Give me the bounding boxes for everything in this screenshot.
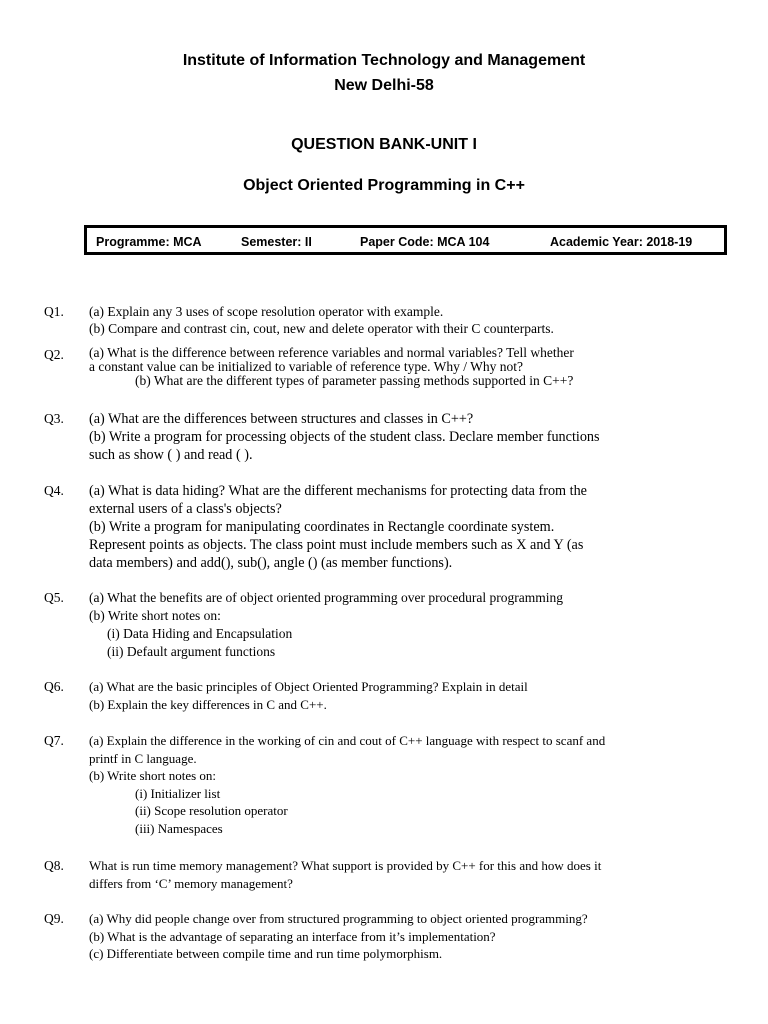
question-line: What is run time memory management? What support is provided by C++ for this and how does it	[89, 858, 602, 873]
question-line: differs from ‘C’ memory management?	[89, 875, 293, 891]
question-line: Represent points as objects. The class point must include members such as X and Y (as	[89, 537, 584, 553]
question-line: (ii) Scope resolution operator	[135, 803, 288, 818]
question-line: (a) Why did people change over from structured programming to object oriented programming?	[89, 911, 588, 926]
question-line: (a) What is the difference between reference variables and normal variables? Tell whether	[89, 345, 574, 360]
question-line: (i) Initializer list	[135, 785, 221, 801]
question-body	[89, 678, 739, 713]
question-line: external users of a class's objects?	[89, 501, 282, 517]
course-info-box	[84, 225, 727, 255]
question-line: (ii) Default argument functions	[107, 644, 276, 659]
question-line: (c) Differentiate between compile time and run time polymorphism.	[89, 946, 443, 961]
question-line: (a) What the benefits are of object oriented programming over procedural programming	[89, 590, 563, 605]
semester-label: Semester: II	[241, 235, 312, 249]
question-number: Q2.	[44, 347, 64, 362]
question-line: printf in C language.	[89, 750, 197, 766]
question-body	[89, 589, 739, 661]
question-number: Q9.	[44, 911, 64, 926]
question-line: data members) and add(), sub(), angle () (as member functions).	[89, 555, 453, 571]
question-number: Q7.	[44, 733, 64, 748]
question-body	[89, 732, 739, 837]
paper-code-label: Paper Code: MCA 104	[360, 235, 490, 249]
question-body	[89, 482, 739, 572]
institute-name: Institute of Information Technology and Management	[182, 52, 586, 69]
question-body	[89, 346, 739, 388]
question-line: (b) What are the different types of parameter passing methods supported in C++?	[135, 373, 574, 388]
institute-city: New Delhi-58	[334, 77, 434, 94]
question-line: (b) Compare and contrast cin, cout, new and delete operator with their C counterparts.	[89, 321, 554, 336]
question-line: (b) Write a program for manipulating coordinates in Rectangle coordinate system.	[89, 519, 555, 535]
question-number: Q3.	[44, 411, 64, 426]
question-line: (b) Write short notes on:	[89, 608, 221, 623]
question-line: (a) What are the differences between structures and classes in C++?	[89, 411, 474, 427]
question-body	[89, 857, 739, 892]
question-line: (a) Explain the difference in the working of cin and cout of C++ language with respect to scanf and	[89, 733, 606, 748]
question-line: (b) Explain the key differences in C and C++.	[89, 696, 327, 712]
academic-year-label: Academic Year: 2018-19	[550, 235, 693, 249]
question-line: (a) What is data hiding? What are the different mechanisms for protecting data from the	[89, 483, 587, 499]
question-line: (iii) Namespaces	[135, 820, 223, 836]
question-line: a constant value can be initialized to variable of reference type. Why / Why not?	[89, 359, 523, 374]
programme-label: Programme: MCA	[96, 235, 202, 249]
question-body	[89, 303, 739, 337]
question-number: Q1.	[44, 304, 64, 319]
question-number: Q5.	[44, 590, 64, 605]
question-line: (a) What are the basic principles of Object Oriented Programming? Explain in detail	[89, 679, 528, 694]
question-body	[89, 410, 739, 464]
question-number: Q4.	[44, 483, 64, 498]
question-bank-title: QUESTION BANK-UNIT I	[291, 136, 477, 153]
question-line: (b) Write short notes on:	[89, 768, 217, 783]
question-number: Q6.	[44, 679, 64, 694]
subject-title: Object Oriented Programming in C++	[243, 177, 525, 194]
question-line: (b) What is the advantage of separating an interface from it’s implementation?	[89, 928, 496, 944]
question-body	[89, 910, 739, 963]
question-number: Q8.	[44, 858, 64, 873]
question-line: (i) Data Hiding and Encapsulation	[107, 626, 293, 641]
question-line: (b) Write a program for processing objects of the student class. Declare member functions	[89, 429, 600, 445]
question-line: such as show ( ) and read ( ).	[89, 447, 253, 463]
question-line: (a) Explain any 3 uses of scope resolution operator with example.	[89, 304, 444, 319]
